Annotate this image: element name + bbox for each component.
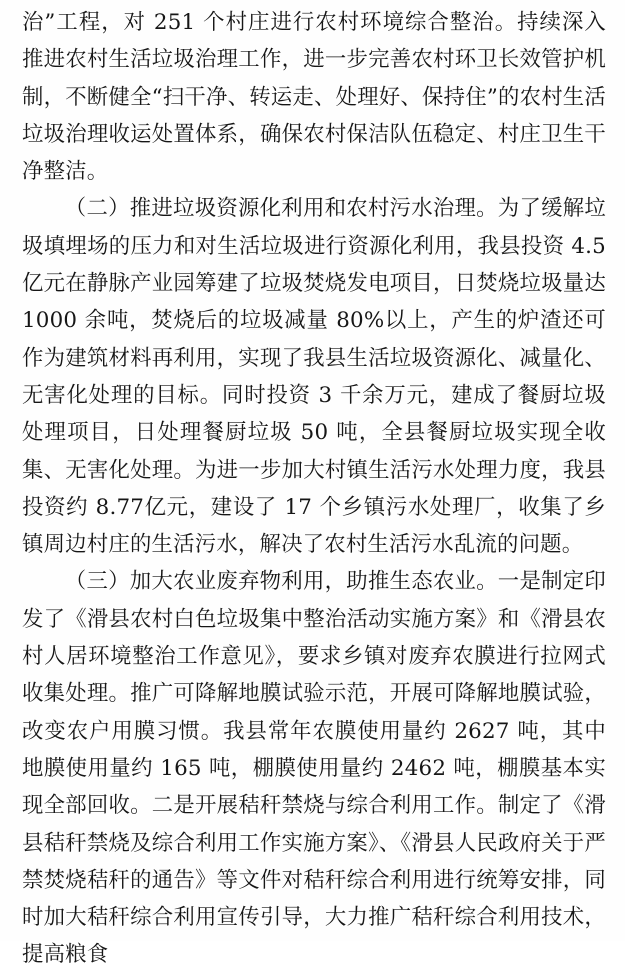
paragraph-2: （二）推进垃圾资源化利用和农村污水治理。为了缓解垃圾填埋场的压力和对生活垃圾进行资源化利用，我县投资 4.5亿元在静脉产业园筹建了垃圾焚烧发电项目，日焚烧垃圾量达1000 余吨，焚烧后的垃圾减量 80%以上，产生的炉渣还可作为建筑材料再利用，实现了我县生活垃圾资源化、减量化、无害化处理的目标。同时投资 3 千余万元，建成了餐厨垃圾处理项目，日处理餐厨垃圾 50 吨，全县餐厨垃圾实现全收集、无害化处理。为进一步加大村镇生活污水处理力度，我县投资约 8.77亿元，建设了 17 个乡镇污水处理厂，收集了乡镇周边村庄的生活污水，解决了农村生活污水乱流的问题。 <box>22 196 606 558</box>
paragraph-3: （三）加大农业废弃物利用，助推生态农业。一是制定印发了《滑县农村白色垃圾集中整治活动实施方案》和《滑县农村人居环境整治工作意见》，要求乡镇对废弃农膜进行拉网式收集处理。推广可降解地膜试验示范，开展可降解地膜试验，改变农户用膜习惯。我县常年农膜使用量约 2627 吨，其中地膜使用量约 165 吨，棚膜使用量约 2462 吨，棚膜基本实现全部回收。二是开展秸秆禁烧与综合利用工作。制定了《滑县秸秆禁烧及综合利用工作实施方案》、《滑县人民政府关于严禁焚烧秸秆的通告》等文件对秸秆综合利用进行统筹安排，同时加大秸秆综合利用宣传引导，大力推广秸秆综合利用技术，提高粮食 <box>22 569 606 968</box>
document-body <box>22 4 606 974</box>
paragraph-1: 治”工程，对 251 个村庄进行农村环境综合整治。持续深入推进农村生活垃圾治理工作，进一步完善农村环卫长效管护机制，不断健全“扫干净、转运走、处理好、保持住”的农村生活垃圾治理收运处置体系，确保农村保洁队伍稳定、村庄卫生干净整洁。 <box>22 10 606 185</box>
